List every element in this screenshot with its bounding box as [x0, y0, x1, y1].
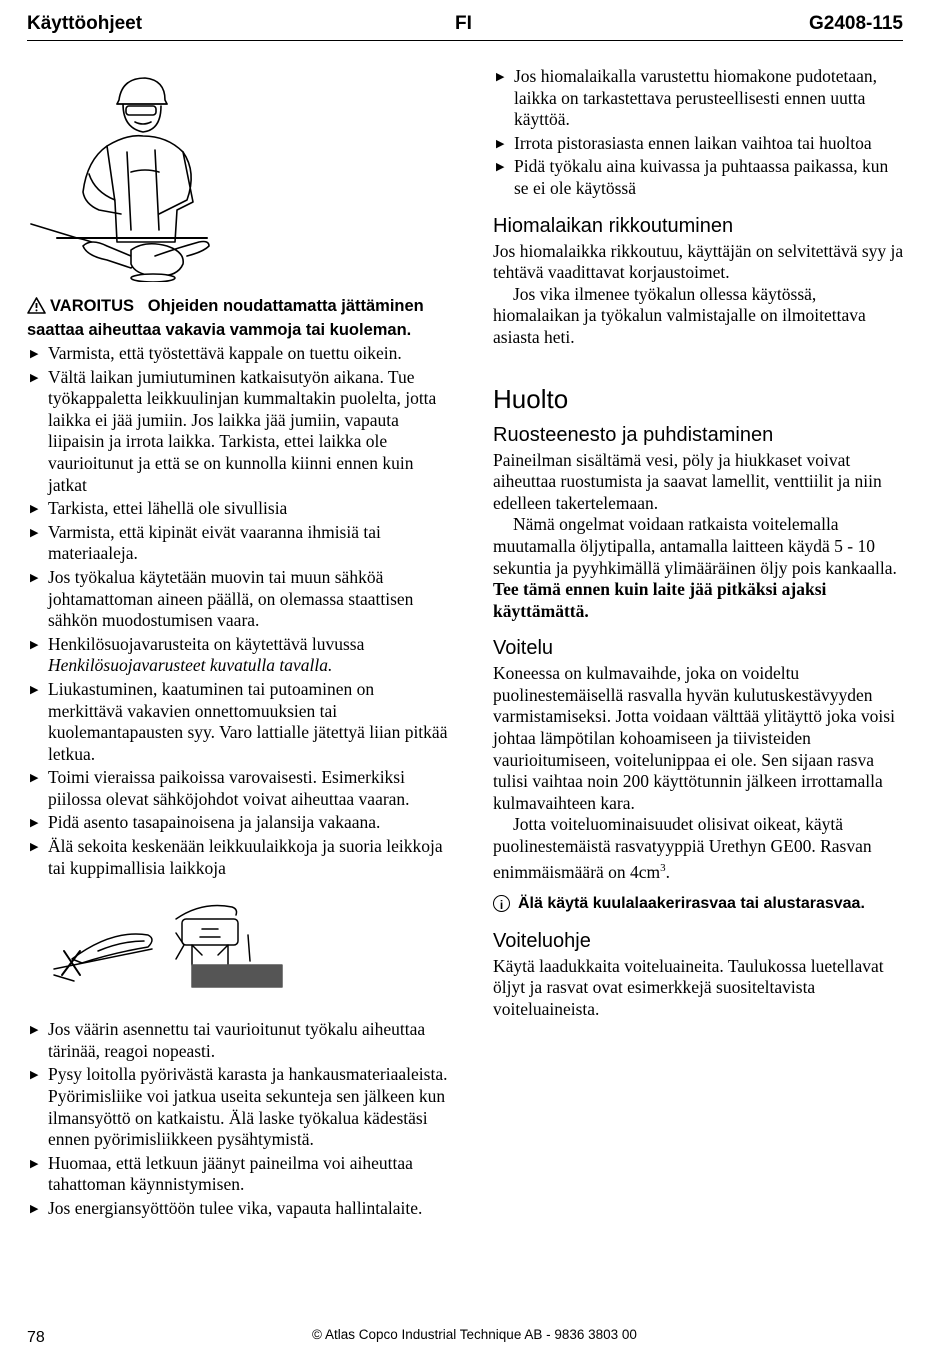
ppe-text: Henkilösuojavarusteita on käytettävä luvussa: [48, 633, 365, 654]
guide-paragraph-1: Käytä laadukkaita voiteluaineita. Taulukossa luetellavat öljyt ja rasvat ovat esimerkkejä suositeltavista voiteluaineista.: [493, 955, 884, 1019]
list-item: [27, 634, 452, 677]
list-item: ▶ Toimi vieraissa paikoissa varovaisesti. Esimerkiksi piilossa olevat sähköjohdot voivat aiheuttaa vaaran.: [27, 767, 452, 810]
list-item: ▶ Jos työkalua käytetään muovin tai muun sähköä johtamattoman aineen päällä, on olemassa staattisen sähkön muodostumisen vaara.: [27, 567, 452, 632]
list-item: ▶ Irrota pistorasiasta ennen laikan vaihtoa tai huoltoa: [493, 133, 905, 155]
page-number: 78: [27, 1329, 45, 1346]
list-item: ▶ Vältä laikan jumiutuminen katkaisutyön aikana. Tue työkappaletta leikkuulinjan kummaltakin puolelta, jotta laikka ei jää jumiin. Jos laikka jää jumiin, vapauta liipaisin ja irrota laikka. Tarkista, ettei laikka ole vaurioitunut ja että se on kunnolla kiinni ennen kuin jatkat: [27, 367, 452, 497]
rust-paragraph-2-text: Nämä ongelmat voidaan ratkaista voitelemalla muutamalla öljytipalla, antamalla laitteen käydä 5 - 10 sekuntia ja pyyhkimällä ylimääräinen öljy pois kankaalla.: [493, 514, 897, 578]
lubrication-paragraph-2-end: .: [665, 861, 671, 882]
list-item: ▶ Liukastuminen, kaatuminen tai putoaminen on merkittävä vakavien onnettomuuksien tai kuolemantapausten syy. Varo lattialle jätettyä liian pitkää letkua.: [27, 679, 452, 765]
list-item: ▶ Älä sekoita keskenään leikkuulaikkoja ja suoria leikkoja tai kuppimallisia laikkoja: [27, 836, 452, 879]
lubrication-note: [493, 893, 905, 915]
warning-text: Ohjeiden noudattamatta jättäminen saattaa aiheuttaa vakavia vammoja tai kuoleman.: [27, 297, 424, 339]
list-item: ▶ Jos energiansyöttöön tulee vika, vapauta hallintalaite.: [27, 1198, 452, 1220]
lubrication-heading: Voitelu: [493, 637, 554, 660]
left-column: [27, 42, 452, 1222]
list-item: ▶ Varmista, että kipinät eivät vaaranna ihmisiä tai materiaaleja.: [27, 522, 452, 565]
warning-triangle-icon: [27, 297, 46, 320]
worker-illustration: [27, 42, 227, 282]
header-title: Käyttöohjeet: [27, 13, 143, 34]
copyright-text: © Atlas Copco Industrial Technique AB - 9836 3803 00: [312, 1327, 637, 1342]
rust-paragraph-2-bold: Tee tämä ennen kuin laite jää pitkäksi ajaksi käyttämättä.: [493, 579, 827, 621]
warning-block: [27, 296, 452, 341]
rust-heading: Ruosteenesto ja puhdistaminen: [493, 423, 774, 446]
warning-label: VAROITUS: [50, 297, 135, 315]
rust-paragraph-1: Paineilman sisältämä vesi, pöly ja hiukkaset voivat aiheuttaa ruostumista ja saavat lamellit, venttiilit ja niin edelleen takertelemaan.: [493, 449, 882, 513]
list-item: ▶ Pidä työkalu aina kuivassa ja puhtaassa paikassa, kun se ei ole käytössä: [493, 156, 905, 199]
header-doc-code: G2408-115: [808, 13, 903, 34]
header-language: FI: [455, 13, 472, 34]
lubrication-note-text: Älä käytä kuulalaakerirasvaa tai alustarasvaa.: [518, 895, 865, 913]
lubrication-paragraph-2-text: Jotta voiteluominaisuudet olisivat oikeat, käytä puolinestemäistä rasvatyyppiä Urethyn GE00. Rasvan enimmäismäärä on 4cm: [493, 814, 872, 882]
info-icon: [493, 895, 510, 912]
lubrication-paragraph-2: [493, 814, 905, 883]
disc-mixing-illustration: [52, 889, 292, 989]
right-column: [493, 66, 905, 1020]
list-item: ▶ Tarkista, ettei lähellä ole sivullisia: [27, 498, 452, 520]
breakage-paragraph-1: Jos hiomalaikka rikkoutuu, käyttäjän on selvitettävä syy ja tehtävä vaadittavat korjaustoimet.: [493, 240, 904, 283]
ppe-reference: Henkilösuojavarusteet kuvatulla tavalla.: [48, 655, 333, 676]
list-item: ▶ Jos hiomalaikalla varustettu hiomakone pudotetaan, laikka on tarkastettava perusteellisesti ennen uutta käyttöä.: [493, 66, 905, 131]
lubrication-paragraph-1: Koneessa on kulmavaihde, joka on voideltu puolinestemäisellä rasvalla hyvän kulutuskestävyyden varmistamiseksi. Jotta voidaan välttää ylitäyttö joka voisi johtaa lämpötilan kohoamiseen ja tiivisteiden vaurioitumiseen, voitelunippaa ei ole. Sen sijaan rasva tulisi vaihtaa noin 200 käyttötunnin jälkeen irrottamalla kulmavaihteen kara.: [493, 663, 895, 813]
safety-list-2: [27, 1019, 452, 1219]
list-item: ▶ Pidä asento tasapainoisena ja jalansija vakaana.: [27, 812, 452, 834]
rust-paragraph-2: [493, 514, 905, 622]
list-item: ▶ Varmista, että työstettävä kappale on tuettu oikein.: [27, 343, 452, 365]
safety-list-1: [27, 343, 452, 879]
breakage-heading: Hiomalaikan rikkoutuminen: [493, 214, 734, 237]
list-item: ▶ Huomaa, että letkuun jäänyt paineilma voi aiheuttaa tahattoman käynnistymisen.: [27, 1153, 452, 1196]
list-item: ▶ Pysy loitolla pyörivästä karasta ja hankausmateriaaleista. Pyörimisliike voi jatkua useita sekunteja sen jälkeen kun ilmansyöttö on katkaistu. Älä laske työkalua kädestäsi ennen pyörimisliikkeen pysähtymistä.: [27, 1064, 452, 1150]
cubic-superscript: 3: [660, 861, 666, 874]
guide-heading: Voiteluohje: [493, 929, 591, 952]
breakage-paragraph-2: Jos vika ilmenee työkalun ollessa käytössä, hiomalaikan ja työkalun valmistajalle on ilmoitettava asiasta heti.: [493, 283, 866, 347]
section-title-huolto: Huolto: [493, 383, 569, 414]
safety-list-3: [493, 66, 905, 200]
list-item: ▶ Jos väärin asennettu tai vaurioitunut työkalu aiheuttaa tärinää, reagoi nopeasti.: [27, 1019, 452, 1062]
page-header: [27, 10, 903, 41]
